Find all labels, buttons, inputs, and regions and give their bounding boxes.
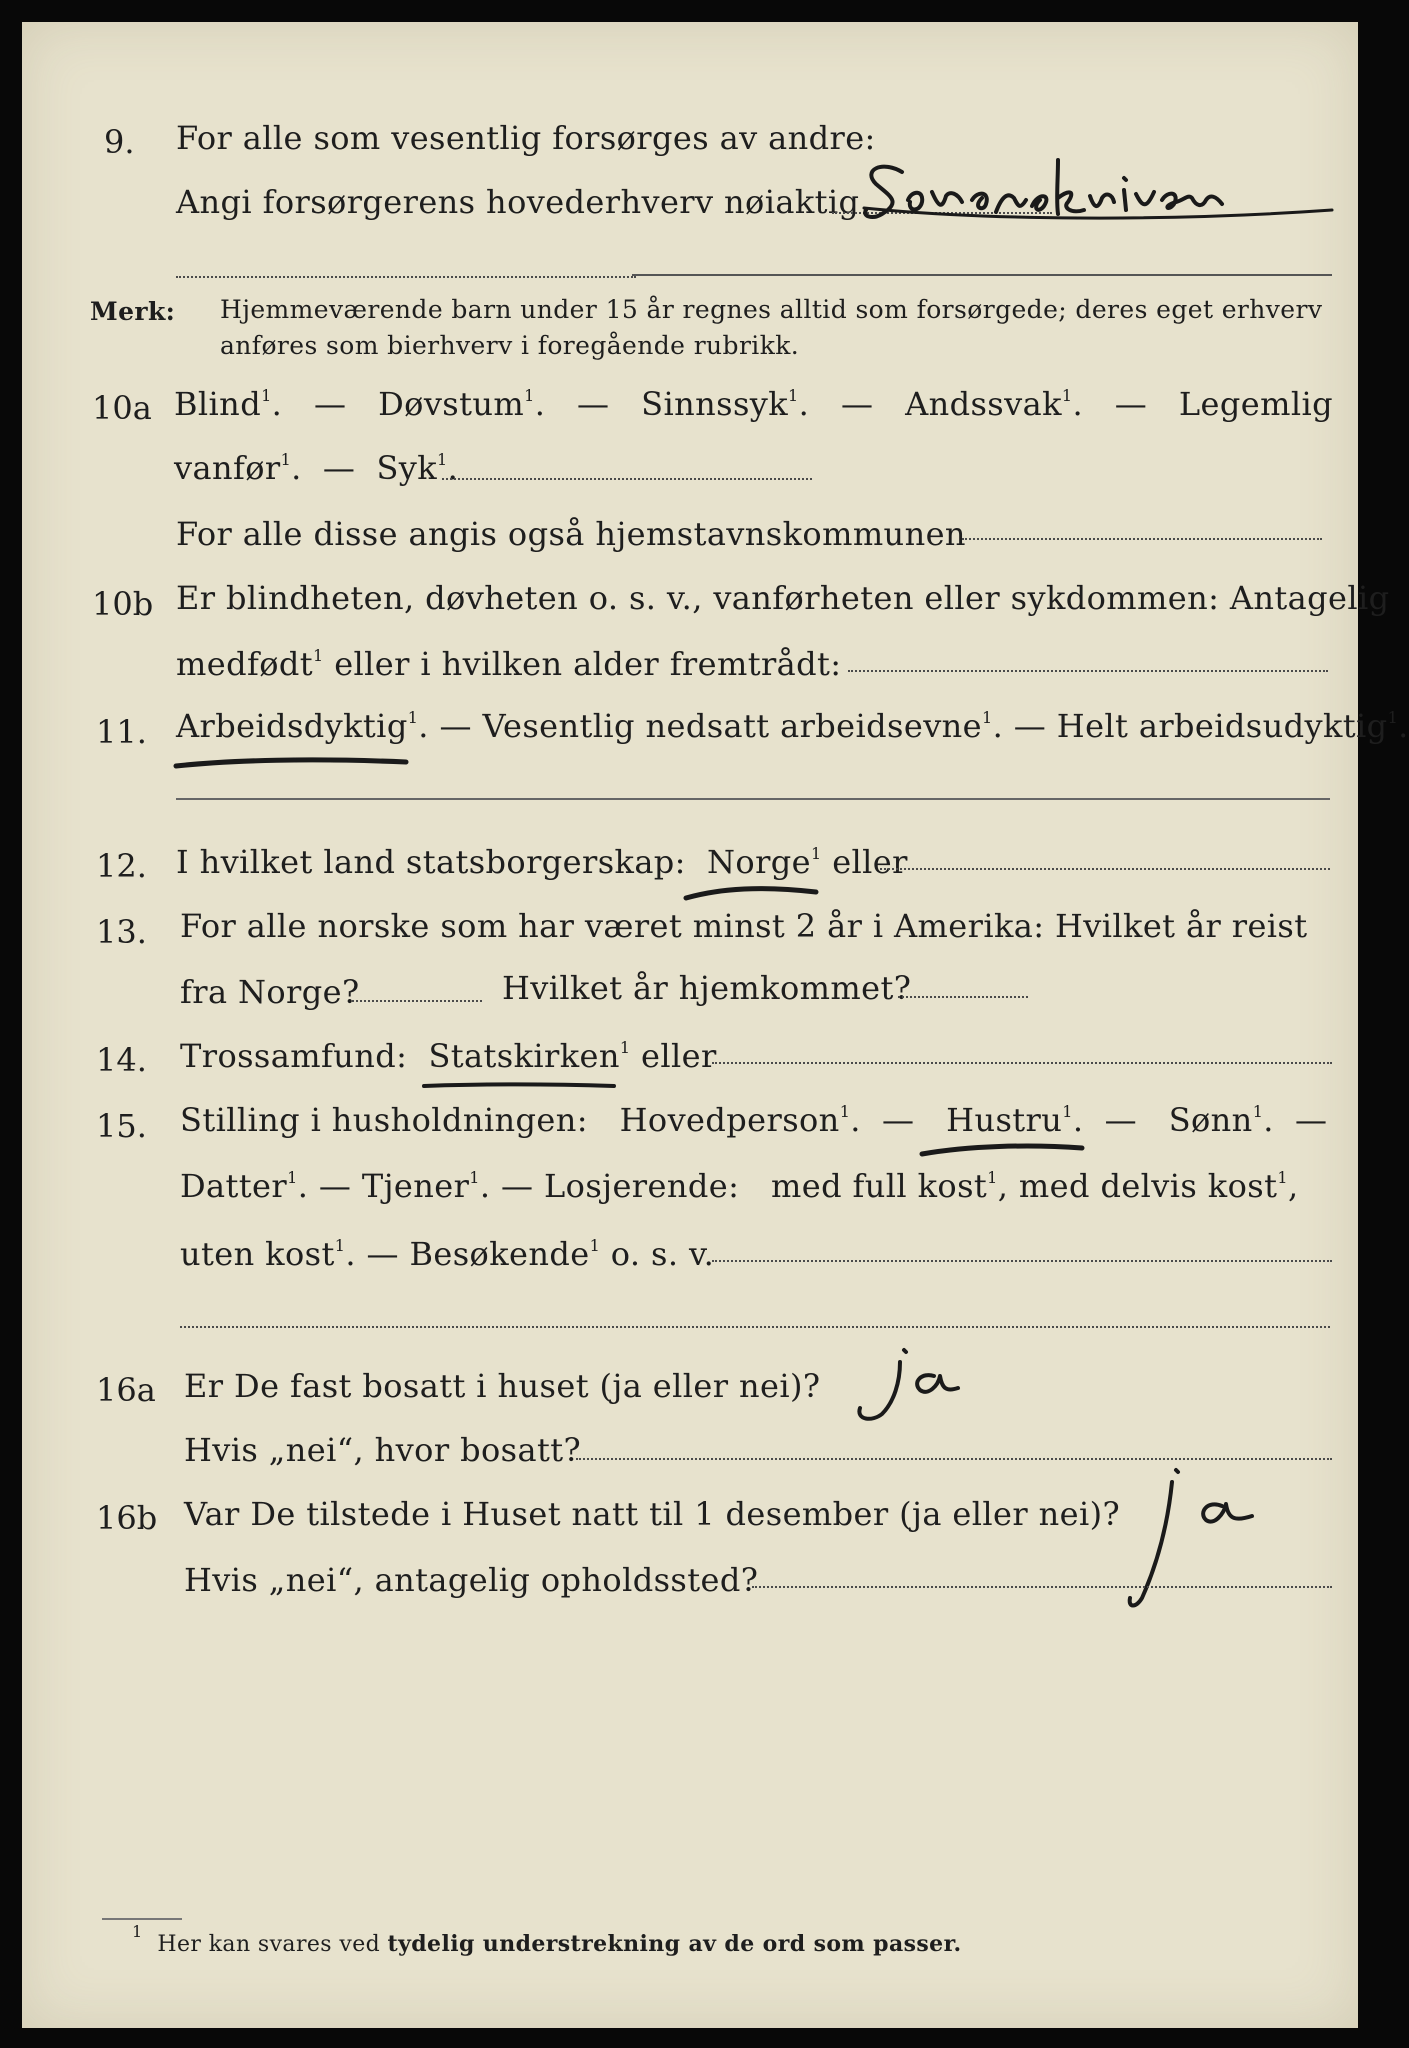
q15-line2: Datter$^1$. — Tjener$^1$. — Losjerende: med full kost$^1$, med delvis kost$^1$, xyxy=(180,1167,1299,1205)
q14-number: 14. xyxy=(96,1041,147,1079)
q10a-syk: Syk xyxy=(376,449,438,487)
q14-line: Trossamfund: Statskirken$^1$ eller xyxy=(180,1037,717,1075)
q13-line2a: fra Norge? xyxy=(180,973,360,1011)
q10a-vanfor: vanfør xyxy=(174,449,281,487)
q10a-line3: For alle disse angis også hjemstavnskommunen xyxy=(176,515,966,553)
q9-extra-line-left xyxy=(176,276,636,278)
q10a-dovstum: Døvstum xyxy=(378,385,525,423)
q16b-line2: Hvis „nei“, antagelig opholdssted? xyxy=(184,1561,759,1599)
q11-arbeidsdyktig: Arbeidsdyktig xyxy=(176,707,408,745)
q15-sonn: Sønn xyxy=(1168,1101,1253,1139)
q13-reist-line xyxy=(352,1000,482,1002)
q15-uten: uten kost xyxy=(180,1235,335,1273)
q15-line3: uten kost$^1$. — Besøkende$^1$ o. s. v. xyxy=(180,1235,715,1273)
q9-line2: Angi forsørgerens hovederhverv nøiaktig xyxy=(176,183,860,221)
q9-handwritten-answer xyxy=(862,150,1342,230)
footnote: $^1$ Her kan svares ved tydelig understrekning av de ord som passer. xyxy=(132,1922,962,1957)
q10a-legemlig: Legemlig xyxy=(1178,385,1333,423)
q10a-andssvak: Andssvak xyxy=(905,385,1062,423)
merk-line1: Hjemmeværende barn under 15 år regnes alltid som forsørgede; deres eget erhverv xyxy=(220,295,1323,324)
merk-label: Merk: xyxy=(90,297,176,326)
q15-tjener: Tjener xyxy=(361,1167,470,1205)
q16b-line1: Var De tilstede i Huset natt til 1 desember (ja eller nei)? xyxy=(184,1495,1121,1533)
q10a-number: 10a xyxy=(92,389,152,427)
q12-underline xyxy=(682,882,822,906)
q15-answer-line xyxy=(712,1260,1332,1262)
q11-nedsatt: Vesentlig nedsatt arbeidsevne xyxy=(482,707,983,745)
q14-underline xyxy=(420,1076,620,1100)
q11-line: Arbeidsdyktig$^1$. — Vesentlig nedsatt arbeidsevne$^1$. — Helt arbeidsudyktig$^1$. xyxy=(176,707,1409,745)
q10a-syk-line xyxy=(442,478,812,480)
q13-number: 13. xyxy=(96,913,147,951)
form-page xyxy=(22,22,1409,2028)
q15-extra-line xyxy=(180,1326,1330,1328)
q10a-sinnssyk: Sinnssyk xyxy=(641,385,789,423)
q10a-kommune-line xyxy=(962,538,1322,540)
q13-line1: For alle norske som har været minst 2 år i Amerika: Hvilket år reist xyxy=(180,907,1308,945)
q11-separator xyxy=(176,798,1330,800)
q16a-number: 16a xyxy=(96,1371,156,1409)
q15-line1: Stilling i husholdningen: Hovedperson$^1$. — Hustru$^1$. — Sønn$^1$. — xyxy=(180,1101,1328,1139)
q15-losjerende: Losjerende: xyxy=(544,1167,740,1205)
q16b-number: 16b xyxy=(96,1499,158,1537)
q10a-blind: Blind xyxy=(174,385,262,423)
merk-line2: anføres som bierhverv i foregående rubrikk. xyxy=(220,331,800,360)
q10b-line2: medfødt$^1$ eller i hvilken alder fremtrådt: xyxy=(176,645,842,683)
q15-besokende: Besøkende xyxy=(409,1235,590,1273)
q16a-line1: Er De fast bosatt i huset (ja eller nei)? xyxy=(184,1367,821,1405)
q10b-line1: Er blindheten, døvheten o. s. v., vanførheten eller sykdommen: Antagelig xyxy=(176,579,1390,617)
q15-underline xyxy=(918,1138,1088,1162)
q12-number: 12. xyxy=(96,847,147,885)
q15-delvis: med delvis kost xyxy=(1018,1167,1278,1205)
q9-line1: For alle som vesentlig forsørges av andre: xyxy=(176,119,876,157)
q16a-bosatt-line xyxy=(576,1458,1332,1460)
q10b-answer-line xyxy=(848,670,1328,672)
q14-statskirken: Statskirken xyxy=(428,1037,620,1075)
q15-number: 15. xyxy=(96,1107,147,1145)
footnote-bold: tydelig understrekning av de ord som passer. xyxy=(387,1931,962,1957)
q14-answer-line xyxy=(712,1062,1332,1064)
q15-hovedperson: Hovedperson xyxy=(619,1101,840,1139)
q13-line2b: Hvilket år hjemkommet? xyxy=(502,969,912,1007)
q9-extra-line-right xyxy=(632,274,1332,276)
q15-full: med full kost xyxy=(770,1167,988,1205)
q13-hjem-line xyxy=(898,996,1028,998)
q10b-number: 10b xyxy=(92,585,154,623)
q15-datter: Datter xyxy=(180,1167,288,1205)
q9-number: 9. xyxy=(104,123,135,161)
q16b-opholdssted-line xyxy=(752,1586,1332,1588)
q11-underline xyxy=(172,750,412,774)
q11-udyktig: Helt arbeidsudyktig xyxy=(1056,707,1388,745)
q15-hustru: Hustru xyxy=(946,1101,1063,1139)
q16a-handwritten-answer xyxy=(842,1342,1022,1432)
q12-line: I hvilket land statsborgerskap: Norge$^1$ eller xyxy=(176,843,908,881)
q10a-line2: vanfør$^1$. — Syk$^1$. xyxy=(174,449,459,487)
q10a-line1: Blind$^1$. — Døvstum$^1$. — Sinnssyk$^1$. — Andssvak$^1$. — Legemlig xyxy=(174,385,1333,423)
q12-answer-line xyxy=(880,868,1330,870)
q16b-handwritten-answer xyxy=(1112,1462,1312,1622)
q11-number: 11. xyxy=(96,713,147,751)
footnote-rule xyxy=(102,1918,182,1920)
q12-norge: Norge xyxy=(707,843,812,881)
q16a-line2: Hvis „nei“, hvor bosatt? xyxy=(184,1431,582,1469)
